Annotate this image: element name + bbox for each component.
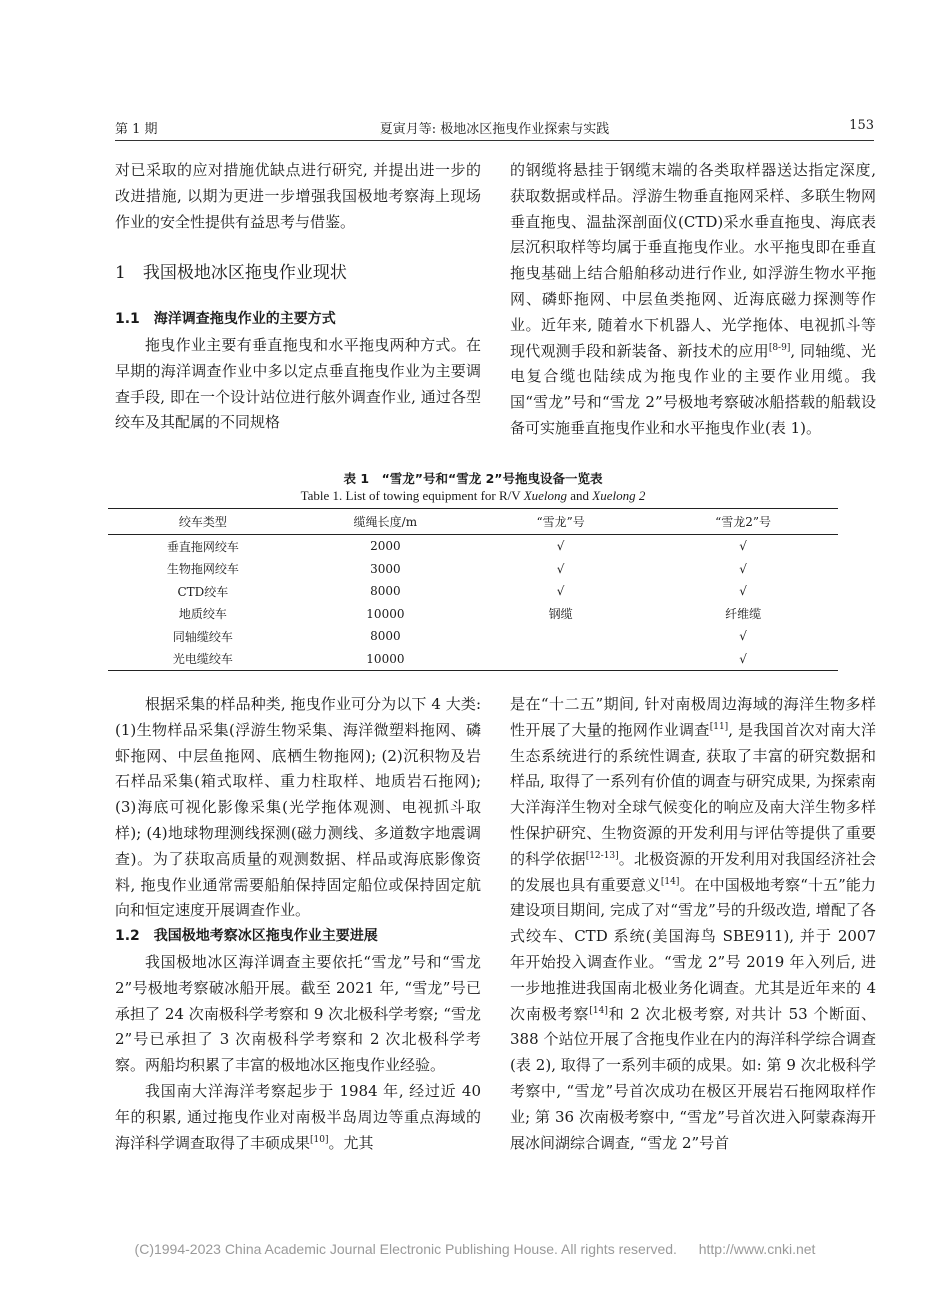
cnki-link[interactable]: http://www.cnki.net [698,1241,816,1257]
table-row: 光电缆绞车 10000 √ [172,651,747,667]
right-column-top [510,158,876,442]
table-caption-en: Table 1. List of towing equipment for R/V Xuelong and Xuelong 2 [300,488,646,503]
column-header: “雪龙”号 [473,509,648,535]
citation[interactable]: [10] [310,1134,329,1145]
left-column-top [115,158,481,436]
paragraph: 拖曳作业主要有垂直拖曳和水平拖曳两种方式。在早期的海洋调查作业中多以定点垂直拖曳作业为主要调查手段, 即在一个设计站位进行舷外调查作业, 通过各型绞车及其配属的不同规格 [115,335,481,432]
paragraph: 根据采集的样品种类, 拖曳作业可分为以下 4 大类: (1)生物样品采集(浮游生物采集、海洋微塑料拖网、磷虾拖网、中层鱼拖网、底栖生物拖网); (2)沉积物及岩石样品采集(箱式取样、重力柱取样、地质岩石拖网); (3)海底可视化影像采集(光学拖体观测、电视抓斗取样); (4)地球物理测线探测(磁力测线、多道数字地震调查)。为了获取高质量的观测数据、样品或海底影像资料, 拖曳作业通常需要船舶保持固定船位或保持固定航向和恒定速度开展调查作业。 [115,695,481,920]
citation[interactable]: [14] [660,876,680,887]
right-column-bottom [510,692,876,1156]
copyright-footer [0,1241,950,1257]
citation[interactable]: [14] [589,1005,608,1016]
column-header: 缆绳长度/m [298,509,473,535]
table-row: 地质绞车 10000 钢缆 纤维缆 [178,606,762,622]
paragraph: 的钢缆将悬挂于钢缆末端的各类取样器送达指定深度, 获取数据或样品。浮游生物垂直拖网采样、多联生物网垂直拖曳、温盐深剖面仪(CTD)采水垂直拖曳、海底表层沉积取样等均属于垂直拖曳作业。水平拖曳即在垂直拖曳基础上结合船舶移动进行作业, 如浮游生物水平拖网、磷虾拖网、中层鱼类拖网、近海底磁力探测等作业。近年来, 随着水下机器人、光学拖体、电视抓斗等现代观测手段和新装备、新技术的应用[8-9], 同轴缆、光电复合缆也陆续成为拖曳作业的主要作业用缆。我国“雪龙”号和“雪龙 2”号极地考察破冰船搭载的船载设备可实施垂直拖曳作业和水平拖曳作业(表 1)。 [510,161,876,437]
copyright-text: (C)1994-2023 China Academic Journal Electronic Publishing House. All rights reserved. [134,1241,677,1257]
table-caption [108,470,838,504]
running-header [115,118,874,141]
left-column-bottom [115,692,481,1156]
table-row: 生物拖网绞车 3000 √ √ [166,561,747,577]
paragraph: 对已采取的应对措施优缺点进行研究, 并提出进一步的改进措施, 以期为更进一步增强我国极地考察海上现场作业的安全性提供有益思考与借鉴。 [115,161,481,231]
towing-equipment-table [108,508,838,671]
citation[interactable]: [8-9] [768,342,791,353]
table-caption-zh: 表 1 “雪龙”号和“雪龙 2”号拖曳设备一览表 [343,471,603,486]
paragraph: 是在“十二五”期间, 针对南极周边海域的海洋生物多样性开展了大量的拖网作业调查[11], 是我国首次对南大洋生态系统进行的系统性调查, 获取了丰富的研究数据和样品, 取得了一系列有价值的调查与研究成果, 为探索南大洋海洋生物对全球气候变化的响应及南大洋生物多样性保护研究、生物资源的开发利用与评估等提供了重要的科学依据[12-13]。北极资源的开发利用对我国经济社会的发展也具有重要意义[14]。在中国极地考察“十五”能力建设项目期间, 完成了对“雪龙”号的升级改造, 增配了各式绞车、CTD 系统(美国海鸟 SBE911), 并于 2007 年开始投入调查作业。“雪龙 2”号 2019 年入列后, 进一步地推进我国南北极业务化调查。尤其是近年来的 4 次南极考察[14]和 2 次北极考察, 对共计 53 个断面、388 个站位开展了含拖曳作业在内的海洋科学综合调查(表 2), 取得了一系列丰硕的成果。如: 第 9 次北极科学考察中, “雪龙”号首次成功在极区开展岩石拖网取样作业; 第 36 次南极考察中, “雪龙”号首次进入阿蒙森海开展冰间湖综合调查, “雪龙 2”号首 [510,695,876,1152]
section-heading-1-1: 1.1 海洋调查拖曳作业的主要方式 [115,311,336,328]
running-title: 夏寅月等: 极地冰区拖曳作业探索与实践 [379,122,610,137]
citation[interactable]: [11] [709,721,729,732]
table-header-row [108,509,838,535]
paragraph: 我国极地冰区海洋调查主要依托“雪龙”号和“雪龙 2”号极地考察破冰船开展。截至 2021 年, “雪龙”号已承担了 24 次南极科学考察和 9 次北极科学考察; “雪龙 2”号已承担了 3 次南极科学考察和 2 次北极科学考察。两船均积累了丰富的极地冰区拖曳作业经验。 [115,952,481,1075]
section-heading-1-2: 1.2 我国极地考察冰区拖曳作业主要进展 [115,928,378,945]
citation[interactable]: [12-13] [585,850,619,861]
issue-number: 第 1 期 [115,122,158,137]
column-header: 绞车类型 [108,509,298,535]
table-row: CTD绞车 8000 √ √ [177,584,747,599]
table-row: 垂直拖网绞车 2000 √ √ [166,539,747,554]
section-heading-1: 1 我国极地冰区拖曳作业现状 [115,263,347,284]
column-header: “雪龙2”号 [648,509,838,535]
page-number: 153 [849,118,874,133]
table-row: 同轴缆绞车 8000 √ [172,629,747,644]
paragraph: 我国南大洋海洋考察起步于 1984 年, 经过近 40 年的积累, 通过拖曳作业对南极半岛周边等重点海域的海洋科学调查取得了丰硕成果[10]。尤其 [115,1081,481,1152]
